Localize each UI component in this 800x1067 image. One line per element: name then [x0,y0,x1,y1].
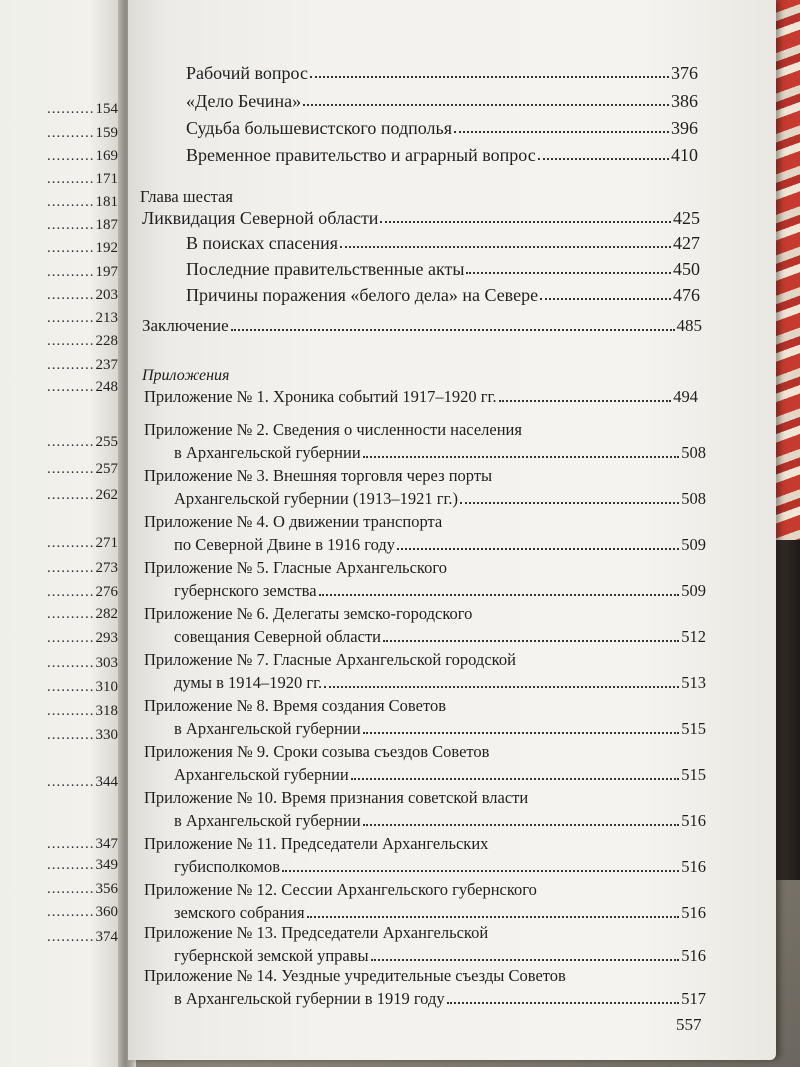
left-page-number: 237 [95,357,118,373]
dot-leader [363,732,680,734]
dot-leader: .......... [47,487,95,503]
toc-entry-title: В поисках спасения [186,233,339,253]
toc-entry-page: 509 [681,535,706,554]
appendix-entry-title: Приложение № 3. Внешняя торговля через порты [144,466,493,485]
dot-leader: .......... [47,836,95,852]
left-page-number: 181 [95,194,118,210]
appendix-entry-continuation [174,672,706,694]
page-number: 557 [676,1015,702,1034]
toc-entry-title: в Архангельской губернии [174,443,361,462]
appendix-entry-title: Приложение № 4. О движении транспорта [144,512,443,531]
toc-entry-page: 396 [671,118,698,138]
left-page-number: 262 [95,487,118,503]
left-page-number: 276 [95,584,118,600]
appendix-entry-continuation [174,442,706,464]
left-page-number: 303 [95,655,118,671]
dot-leader: .......... [47,434,95,450]
toc-entry-page: 516 [681,811,706,830]
toc-entry-page: 508 [681,489,706,508]
appendix-entry-continuation [174,810,706,832]
dot-leader: .......... [47,287,95,303]
left-page-number: 257 [95,461,118,477]
toc-entry-page: 513 [681,673,706,692]
toc-entry-page: 516 [681,903,706,922]
appendix-entry-continuation [174,580,706,602]
left-page-number: 171 [95,171,118,187]
toc-entry-page: 485 [676,316,702,335]
dot-leader [447,1002,680,1004]
dot-leader: .......... [47,101,95,117]
toc-entry-page: 508 [681,443,706,462]
left-page-toc-row [0,584,118,606]
left-page-toc-row [0,240,118,262]
toc-entry-title: губернского земства [174,581,317,600]
appendix-entry-continuation [174,718,706,740]
dot-leader: .......... [47,560,95,576]
dot-leader: .......... [47,310,95,326]
dot-leader [363,456,680,458]
dot-leader [363,824,680,826]
left-page-number: 282 [95,606,118,622]
left-page-toc-row [0,194,118,216]
left-page-number: 273 [95,560,118,576]
left-page-toc-row [0,148,118,170]
left-page-toc-row [0,606,118,628]
left-page-toc-row [0,434,118,456]
appendix-entry-continuation [174,534,706,556]
toc-entry-page: 515 [681,765,706,784]
toc-entry-title: Архангельской губернии [174,765,349,784]
dot-leader [460,502,679,504]
dot-leader: .......... [47,584,95,600]
appendix-entry-title: Приложение № 13. Председатели Архангельской [144,923,489,942]
left-page-number: 169 [95,148,118,164]
toc-entry-page: 386 [671,91,698,111]
appendix-entry-title: Приложение № 7. Гласные Архангельской городской [144,650,516,669]
left-page-toc-row [0,310,118,332]
left-page-toc-row [0,171,118,193]
toc-entry-title: совещания Северной области [174,627,381,646]
toc-subsection-entry [186,258,700,280]
appendix-entry-title: Приложение № 2. Сведения о численности населения [144,420,522,439]
toc-entry-page: 376 [671,63,698,83]
toc-entry-title: губернской земской управы [174,946,369,965]
toc-entry-title: Архангельской губернии (1913–1921 гг.) [174,489,459,508]
dot-leader: .......... [47,264,95,280]
toc-entry-page: 516 [681,857,706,876]
dot-leader [540,298,671,300]
dot-leader [383,640,679,642]
dot-leader [231,329,675,331]
dot-leader: .......... [47,606,95,622]
left-page-toc-row [0,264,118,286]
left-page-toc-row [0,727,118,749]
dot-leader: .......... [47,655,95,671]
dot-leader [307,916,680,918]
appendix-entry-title: Приложение № 11. Председатели Архангельских [144,834,489,853]
toc-entry-title: в Архангельской губернии [174,719,361,738]
dot-leader: .......... [47,904,95,920]
left-page-number: 197 [95,264,118,280]
chapter-label: Глава шестая [140,187,233,206]
toc-entry-page: 515 [681,719,706,738]
left-page-toc-row [0,357,118,379]
toc-entry-title: Временное правительство и аграрный вопрос [186,145,536,165]
dot-leader [340,246,671,248]
toc-entry-title: Судьба большевистского подполья [186,118,453,138]
appendix-entry-continuation [174,945,706,967]
toc-entry-title: Заключение [142,316,229,335]
dot-leader: .......... [47,679,95,695]
dot-leader: .......... [47,357,95,373]
dot-leader: .......... [47,630,95,646]
dot-leader: .......... [47,125,95,141]
toc-entry-title: в Архангельской губернии [174,811,361,830]
dot-leader: .......... [47,929,95,945]
toc-entry-title: губисполкомов [174,857,281,876]
appendix-entry-title: Приложение № 10. Время признания советской власти [144,788,529,807]
dot-leader: .......... [47,535,95,551]
appendix-entry-continuation [174,902,706,924]
dot-leader [351,778,680,780]
dot-leader: .......... [47,379,95,395]
appendices-label: Приложения [142,367,230,384]
left-page-number: 154 [95,101,118,117]
appendix-entry-title: Приложение № 8. Время создания Советов [144,696,446,715]
left-page-number: 228 [95,333,118,349]
dot-leader: .......... [47,881,95,897]
toc-subsection-entry [186,284,700,306]
left-page-number: 255 [95,434,118,450]
appendix-entry-title: Приложение № 14. Уездные учредительные съезды Советов [144,966,566,985]
toc-entry-page: 494 [673,387,698,406]
left-page-number: 310 [95,679,118,695]
left-page-number: 374 [95,929,118,945]
dot-leader: .......... [47,703,95,719]
appendix-entry-title: Приложение № 12. Сессии Архангельского губернского [144,880,537,899]
toc-entry-title: думы в 1914–1920 гг. [174,673,323,692]
dot-leader [282,870,679,872]
toc-entry-title: Рабочий вопрос [186,63,308,83]
toc-entry-page: 516 [681,946,706,965]
toc-subsection-entry [186,90,698,112]
dot-leader [310,76,669,78]
dot-leader [466,272,671,274]
dot-leader: .......... [47,461,95,477]
toc-entry-title: Причины поражения «белого дела» на Севере [186,285,539,305]
dot-leader: .......... [47,148,95,164]
appendix-entry [144,386,698,408]
dot-leader: .......... [47,857,95,873]
appendix-entry-continuation [174,764,706,786]
toc-entry-page: 427 [673,233,700,253]
toc-subsection-entry [186,144,698,166]
dot-leader [371,959,680,961]
left-page-toc-row [0,287,118,309]
dot-leader [454,131,669,133]
dot-leader: .......... [47,727,95,743]
left-page-toc-row [0,333,118,355]
left-page-toc-row [0,655,118,677]
left-page-toc-row [0,857,118,879]
left-page-number: 360 [95,904,118,920]
dot-leader [319,594,680,596]
dot-leader [397,548,679,550]
left-page-number: 159 [95,125,118,141]
appendix-entry-continuation [174,488,706,510]
left-page-number: 192 [95,240,118,256]
toc-entry-title: Последние правительственные акты [186,259,465,279]
dot-leader: .......... [47,194,95,210]
toc-entry-title: «Дело Бечина» [186,91,302,111]
left-page-toc-row [0,679,118,701]
left-page-number: 349 [95,857,118,873]
left-page [0,0,128,1067]
left-page-number: 344 [95,774,118,790]
appendix-entry-continuation [174,856,706,878]
toc-entry-page: 509 [681,581,706,600]
left-page-toc-row [0,881,118,903]
left-page-toc-row [0,217,118,239]
left-page-toc-row [0,774,118,796]
toc-entry-page: 476 [673,285,700,305]
dot-leader [499,400,672,402]
right-page [128,0,776,1060]
toc-entry-title: в Архангельской губернии в 1919 году [174,989,445,1008]
toc-entry-title: Приложение № 1. Хроника событий 1917–1920 гг. [144,387,497,406]
left-page-toc-row [0,379,118,401]
toc-entry-page: 512 [681,627,706,646]
appendix-entry-continuation [174,626,706,648]
dot-leader: .......... [47,333,95,349]
toc-entry-page: 517 [681,989,706,1008]
left-page-number: 356 [95,881,118,897]
left-page-toc-row [0,929,118,951]
toc-entry-page: 450 [673,259,700,279]
toc-entry-title: Ликвидация Северной области [142,208,379,228]
dot-leader: .......... [47,217,95,233]
dot-leader: .......... [47,171,95,187]
left-page-toc-row [0,125,118,147]
left-page-number: 330 [95,727,118,743]
toc-subsection-entry [186,117,698,139]
left-page-toc-row [0,535,118,557]
left-page-number: 203 [95,287,118,303]
appendix-entry-title: Приложение № 6. Делегаты земско-городского [144,604,473,623]
left-page-toc-row [0,560,118,582]
dot-leader: .......... [47,774,95,790]
left-page-number: 271 [95,535,118,551]
toc-entry-title: по Северной Двине в 1916 году [174,535,396,554]
dot-leader [303,104,669,106]
conclusion-entry [142,315,702,337]
toc-subsection-entry [186,62,698,84]
left-page-toc-row [0,101,118,123]
left-page-number: 248 [95,379,118,395]
left-page-number: 213 [95,310,118,326]
left-page-toc-row [0,836,118,858]
table-of-contents [128,0,776,1060]
left-page-toc-row [0,487,118,509]
dot-leader: .......... [47,240,95,256]
toc-entry-page: 410 [671,145,698,165]
appendix-entry-title: Приложение № 5. Гласные Архангельского [144,558,447,577]
dot-leader [380,221,671,223]
toc-entry-page: 425 [673,208,700,228]
left-page-toc-row [0,461,118,483]
left-page-toc-row [0,703,118,725]
toc-subsection-entry [186,232,700,254]
left-page-number: 187 [95,217,118,233]
book-cover-dark-edge [776,540,800,880]
dot-leader [538,158,669,160]
chapter-title-entry [142,207,700,229]
appendix-entry-title: Приложения № 9. Сроки созыва съездов Советов [144,742,490,761]
left-page-number: 293 [95,630,118,646]
left-page-number: 318 [95,703,118,719]
left-page-toc-row [0,630,118,652]
left-page-toc-row [0,904,118,926]
left-page-number: 347 [95,836,118,852]
dot-leader [324,686,679,688]
toc-entry-title: земского собрания [174,903,305,922]
appendix-entry-continuation [174,988,706,1010]
